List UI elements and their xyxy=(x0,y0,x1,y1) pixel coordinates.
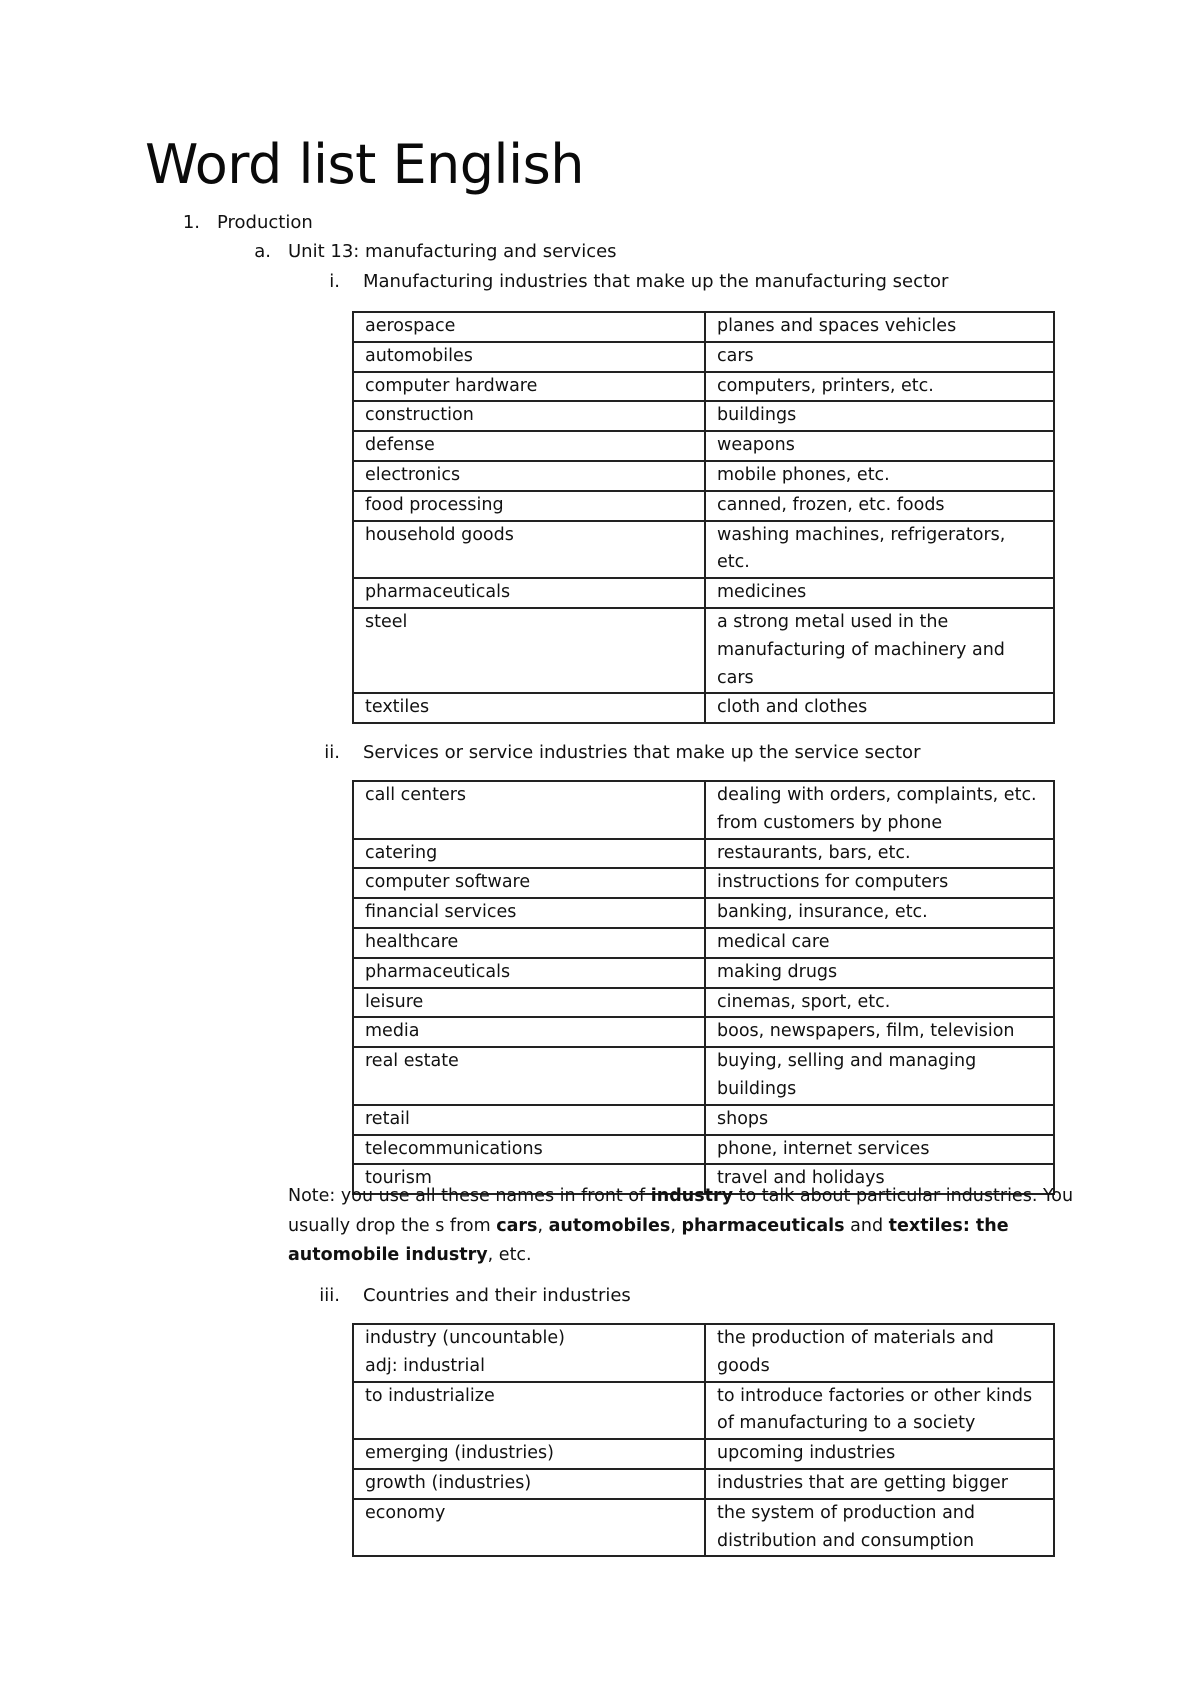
definition-cell: making drugs xyxy=(705,958,1054,988)
table-row xyxy=(353,1324,1054,1382)
definition-cell: instructions for computers xyxy=(705,868,1054,898)
table-row xyxy=(353,521,1054,579)
table-row xyxy=(353,958,1054,988)
term-cell: construction xyxy=(353,401,705,431)
table-row xyxy=(353,312,1054,342)
term-cell: media xyxy=(353,1017,705,1047)
definition-cell: the system of production and distribution and consumption xyxy=(705,1499,1054,1557)
definition-cell: restaurants, bars, etc. xyxy=(705,839,1054,869)
term-cell: catering xyxy=(353,839,705,869)
term-cell: pharmaceuticals xyxy=(353,578,705,608)
section-label: Production xyxy=(217,212,313,233)
list-heading-text: Services or service industries that make up the service sector xyxy=(363,742,921,763)
table-row xyxy=(353,868,1054,898)
term-cell: steel xyxy=(353,608,705,693)
definition-cell: planes and spaces vehicles xyxy=(705,312,1054,342)
definition-cell: mobile phones, etc. xyxy=(705,461,1054,491)
list-heading-text: Manufacturing industries that make up the manufacturing sector xyxy=(363,271,949,292)
term-cell: economy xyxy=(353,1499,705,1557)
page-title: Word list English xyxy=(145,133,584,196)
table-row xyxy=(353,693,1054,723)
table-row xyxy=(353,839,1054,869)
term-cell: growth (industries) xyxy=(353,1469,705,1499)
term-cell: food processing xyxy=(353,491,705,521)
term-cell: computer hardware xyxy=(353,372,705,402)
definition-cell: medical care xyxy=(705,928,1054,958)
note-bold-text: automobiles xyxy=(548,1215,671,1236)
table-row xyxy=(353,608,1054,693)
table-row xyxy=(353,1135,1054,1165)
term-cell: to industrialize xyxy=(353,1382,705,1440)
section-marker: 1. xyxy=(182,212,200,233)
table-row xyxy=(353,1017,1054,1047)
definition-cell: banking, insurance, etc. xyxy=(705,898,1054,928)
definition-cell: phone, internet services xyxy=(705,1135,1054,1165)
definition-cell: dealing with orders, complaints, etc. from customers by phone xyxy=(705,781,1054,839)
table-row xyxy=(353,928,1054,958)
note-text: and xyxy=(844,1215,889,1236)
list-marker: ii. xyxy=(324,742,340,763)
term-cell: automobiles xyxy=(353,342,705,372)
term-cell: industry (uncountable) adj: industrial xyxy=(353,1324,705,1382)
industry-note xyxy=(288,1182,1078,1271)
table-row xyxy=(353,342,1054,372)
table-row xyxy=(353,578,1054,608)
note-bold-text: industry xyxy=(650,1186,734,1206)
term-cell: healthcare xyxy=(353,928,705,958)
term-cell: telecommunications xyxy=(353,1135,705,1165)
note-text: to talk about particular industries. You usually drop the s from xyxy=(288,1186,1074,1236)
table-row xyxy=(353,1439,1054,1469)
table-row xyxy=(353,1469,1054,1499)
term-cell: aerospace xyxy=(353,312,705,342)
term-cell: textiles xyxy=(353,693,705,723)
table-row xyxy=(353,372,1054,402)
definition-cell: medicines xyxy=(705,578,1054,608)
definition-cell: upcoming industries xyxy=(705,1439,1054,1469)
table-row xyxy=(353,781,1054,839)
countries-table xyxy=(352,1323,1055,1557)
definition-cell: the production of materials and goods xyxy=(705,1324,1054,1382)
list-marker: iii. xyxy=(319,1285,340,1306)
term-cell: tourism xyxy=(353,1164,705,1194)
definition-cell: washing machines, refrigerators, etc. xyxy=(705,521,1054,579)
list-heading-text: Countries and their industries xyxy=(363,1285,631,1306)
term-cell: defense xyxy=(353,431,705,461)
manufacturing-table xyxy=(352,311,1055,724)
unit-label: Unit 13: manufacturing and services xyxy=(288,241,617,262)
table-row xyxy=(353,401,1054,431)
definition-cell: a strong metal used in the manufacturing of machinery and cars xyxy=(705,608,1054,693)
definition-cell: to introduce factories or other kinds of manufacturing to a society xyxy=(705,1382,1054,1440)
table-row xyxy=(353,988,1054,1018)
table-row xyxy=(353,1382,1054,1440)
definition-cell: industries that are getting bigger xyxy=(705,1469,1054,1499)
note-bold-text: textiles: the automobile industry xyxy=(288,1215,1009,1265)
term-cell: real estate xyxy=(353,1047,705,1105)
table-row xyxy=(353,898,1054,928)
definition-cell: travel and holidays xyxy=(705,1164,1054,1194)
definition-cell: cinemas, sport, etc. xyxy=(705,988,1054,1018)
term-cell: call centers xyxy=(353,781,705,839)
definition-cell: cars xyxy=(705,342,1054,372)
table-row xyxy=(353,1105,1054,1135)
note-text: , xyxy=(537,1215,549,1236)
term-cell: electronics xyxy=(353,461,705,491)
note-text: Note: you use all these names in front of xyxy=(288,1186,651,1206)
definition-cell: canned, frozen, etc. foods xyxy=(705,491,1054,521)
term-cell: pharmaceuticals xyxy=(353,958,705,988)
unit-marker: a. xyxy=(254,241,271,262)
term-cell: retail xyxy=(353,1105,705,1135)
table-row xyxy=(353,431,1054,461)
definition-cell: weapons xyxy=(705,431,1054,461)
definition-cell: buildings xyxy=(705,401,1054,431)
note-bold-text: cars xyxy=(496,1215,538,1236)
table-row xyxy=(353,1047,1054,1105)
note-bold-text: pharmaceuticals xyxy=(681,1215,845,1236)
term-cell: leisure xyxy=(353,988,705,1018)
definition-cell: boos, newspapers, film, television xyxy=(705,1017,1054,1047)
note-text: , etc. xyxy=(487,1245,532,1265)
table-row xyxy=(353,461,1054,491)
note-text: , xyxy=(670,1215,682,1236)
list-marker: i. xyxy=(329,271,340,292)
term-cell: computer software xyxy=(353,868,705,898)
definition-cell: computers, printers, etc. xyxy=(705,372,1054,402)
definition-cell: shops xyxy=(705,1105,1054,1135)
term-cell: emerging (industries) xyxy=(353,1439,705,1469)
table-row xyxy=(353,491,1054,521)
definition-cell: cloth and clothes xyxy=(705,693,1054,723)
definition-cell: buying, selling and managing buildings xyxy=(705,1047,1054,1105)
term-cell: household goods xyxy=(353,521,705,579)
term-cell: financial services xyxy=(353,898,705,928)
services-table xyxy=(352,780,1055,1195)
table-row xyxy=(353,1499,1054,1557)
